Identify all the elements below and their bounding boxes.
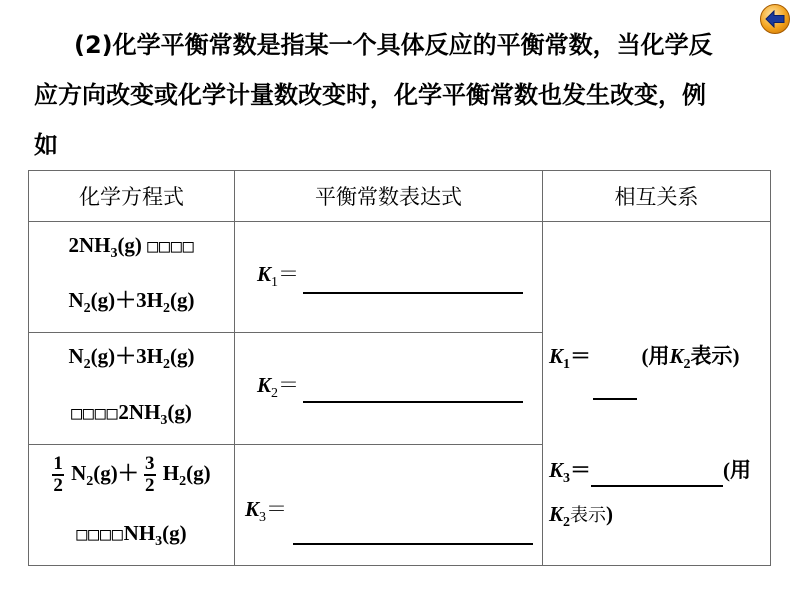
expression-cell-3 xyxy=(235,444,543,565)
equilibrium-arrow-icon: □□□□ xyxy=(76,523,124,545)
equilibrium-arrow-icon: □□□□ xyxy=(71,402,119,424)
fraction: $\frac{1}{2}$ xyxy=(53,452,63,496)
answer-blank[interactable] xyxy=(293,543,533,545)
k-label: $K_3=$ xyxy=(245,496,288,525)
relation-1: $K_1=$ (用$K_2$表示) xyxy=(549,340,769,400)
relation-cell xyxy=(543,222,771,566)
k-label: $K_2=$ xyxy=(257,373,300,402)
equation-line: $\frac{1}{2}$ $N_2(g)+$ $\frac{3}{2}$ $H_2(g)$ xyxy=(53,452,211,496)
equation-line: $□□□□2NH_3(g)$ xyxy=(71,399,192,428)
header-equation: 化学方程式 xyxy=(29,171,235,222)
equilibrium-table xyxy=(28,170,771,566)
equation-line: $N_2(g)+3H_2(g)$ xyxy=(68,288,195,317)
intro-line-3: 如 xyxy=(34,131,58,159)
equilibrium-arrow-icon: □□□□ xyxy=(147,236,195,257)
equation-line: $2NH_3(g)$ □□□□ xyxy=(68,233,195,262)
equation-cell-2 xyxy=(29,333,235,444)
header-expression: 平衡常数表达式 xyxy=(235,171,543,222)
equation-cell-1 xyxy=(29,222,235,333)
answer-blank[interactable] xyxy=(591,485,723,487)
expression-cell-1 xyxy=(235,222,543,333)
relation-2: $K_3=$ (用 $K_2$表示) xyxy=(549,458,752,531)
intro-line-2: 应方向改变或化学计量数改变时，化学平衡常数也发生改变，例 xyxy=(34,81,706,109)
intro-paragraph xyxy=(34,20,764,170)
equation-line: $N_2(g)+3H_2(g)$ xyxy=(68,344,195,373)
back-button[interactable] xyxy=(760,4,790,34)
expression-cell-2 xyxy=(235,333,543,444)
table-header-row xyxy=(29,171,771,222)
fraction: $\frac{3}{2}$ xyxy=(145,452,155,496)
intro-line-1: (2)化学平衡常数是指某一个具体反应的平衡常数，当化学反 xyxy=(74,31,713,59)
k-label: $K_1=$ xyxy=(257,262,300,291)
answer-blank[interactable] xyxy=(593,398,637,400)
arrow-left-icon xyxy=(765,10,785,28)
equation-line: $□□□□NH_3(g)$ xyxy=(76,520,187,550)
answer-blank[interactable] xyxy=(303,401,523,403)
equation-cell-3 xyxy=(29,444,235,565)
answer-blank[interactable] xyxy=(303,292,523,294)
header-relation: 相互关系 xyxy=(543,171,771,222)
table-row xyxy=(29,222,771,333)
